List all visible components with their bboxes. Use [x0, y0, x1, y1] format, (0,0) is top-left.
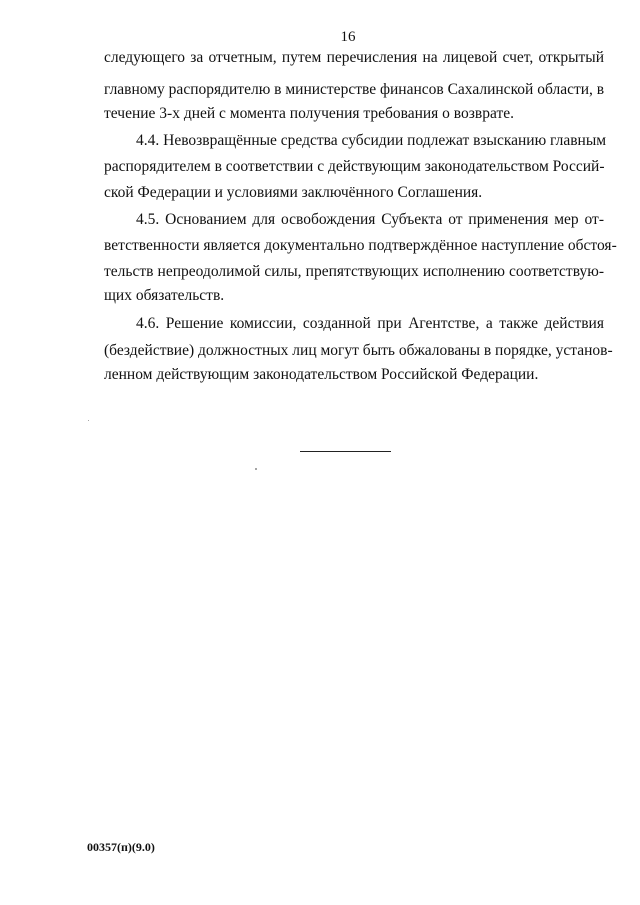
- document-code: 00357(п)(9.0): [87, 840, 155, 854]
- paragraph-4-6-line-1: 4.6. Решение комиссии, созданной при Агентстве, а также действия: [136, 315, 604, 332]
- scan-speck: [255, 468, 257, 470]
- paragraph-4-6-line-3: ленном действующим законодательством Российской Федерации.: [104, 366, 539, 383]
- scan-speck: [88, 420, 89, 421]
- page-number: 16: [340, 29, 356, 45]
- paragraph-4-5-line-2: ветственности является документально подтверждённое наступление обстоя-: [104, 237, 617, 254]
- paragraph-4-4-line-3: ской Федерации и условиями заключённого Соглашения.: [104, 184, 483, 201]
- paragraph-4-5-line-3: тельств непреодолимой силы, препятствующих исполнению соответствую-: [104, 263, 604, 280]
- paragraph-4-4-line-2: распорядителем в соответствии с действующим законодательством Россий-: [104, 158, 605, 175]
- paragraph-4-5-line-1: 4.5. Основанием для освобождения Субъекта от применения мер от-: [136, 211, 604, 228]
- paragraph-1-line-2: главному распорядителю в министерстве финансов Сахалинской области, в: [104, 81, 605, 98]
- paragraph-1-line-3: течение 3-х дней с момента получения требования о возврате.: [104, 105, 514, 122]
- paragraph-4-5-line-4: щих обязательств.: [104, 287, 225, 304]
- paragraph-1-line-1: следующего за отчетным, путем перечисления на лицевой счет, открытый: [104, 49, 604, 66]
- paragraph-4-4-line-1: 4.4. Невозвращённые средства субсидии подлежат взысканию главным: [136, 132, 607, 149]
- end-separator-line: [300, 451, 391, 452]
- paragraph-4-6-line-2: (бездействие) должностных лиц могут быть обжалованы в порядке, установ-: [104, 342, 613, 359]
